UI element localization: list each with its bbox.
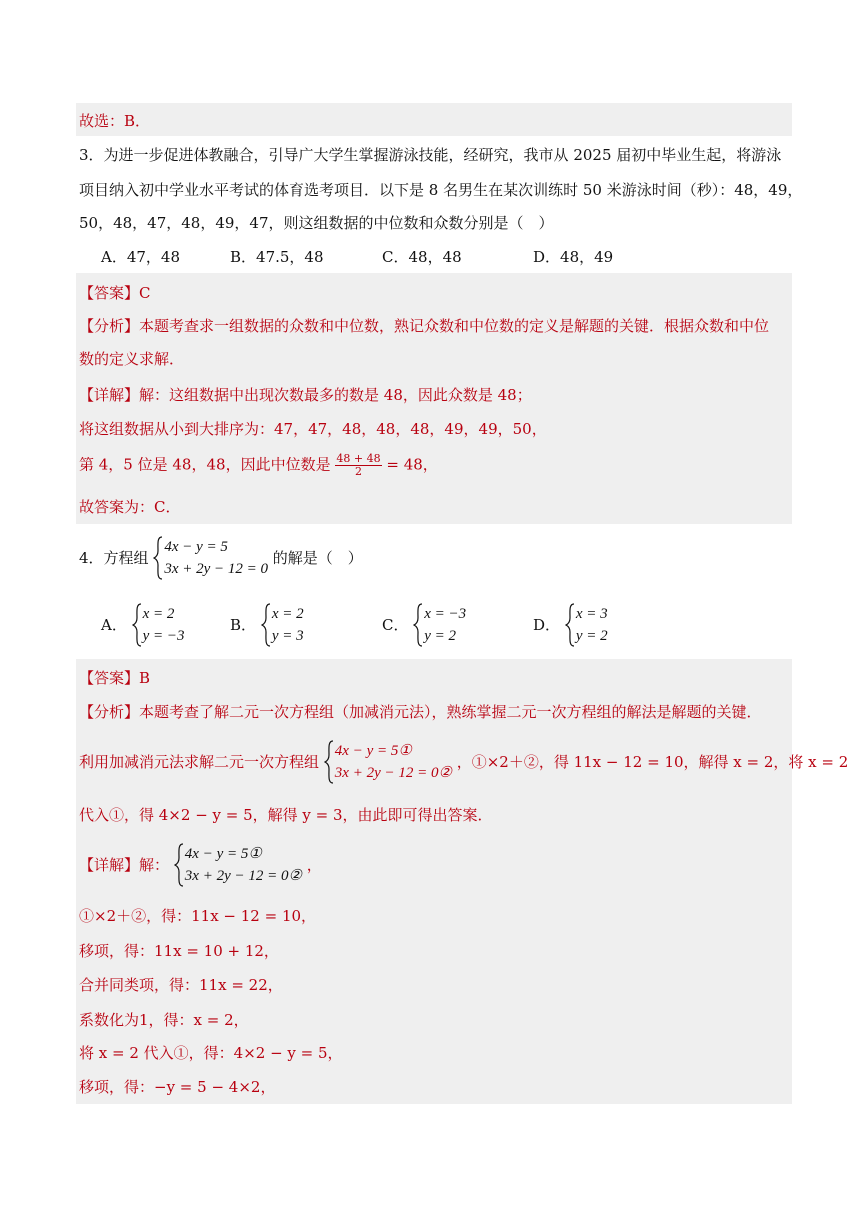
- q4-option-d-row-1: x = 3: [575, 606, 608, 622]
- q4-option-c-label: C．: [382, 616, 409, 634]
- q3-option-a: A．47，48: [101, 248, 181, 266]
- q4-analysis-line-3: 代入①，得 4×2 − y = 5，解得 y = 3，由此即可得出答案．: [79, 806, 493, 824]
- brace-icon: [132, 603, 142, 647]
- q4-step-2: 移项，得：11x = 10 + 12，: [79, 942, 279, 960]
- brace-icon: [413, 603, 423, 647]
- q4-option-a: [101, 603, 185, 647]
- median-fraction-denominator: 2: [354, 465, 362, 478]
- q4-option-d: [533, 603, 608, 647]
- q4-analysis-eq-2: 3x + 2y − 12 = 0②: [334, 765, 452, 781]
- q4-analysis-line-2-tail: ，①×2＋②，得 11x − 12 = 10，解得 x = 2，将 x = 2: [456, 753, 849, 771]
- q3-detail-line-3-text: 第 4，5 位是 48，48，因此中位数是: [79, 455, 331, 474]
- q4-option-c-system: [413, 603, 466, 647]
- q4-option-c-row-1: x = −3: [424, 606, 467, 622]
- q3-detail-line-2: 将这组数据从小到大排序为：47，47，48，48，48，49，49，50，: [79, 420, 547, 438]
- q4-detail-head: [79, 843, 322, 887]
- median-fraction: [335, 453, 381, 478]
- q4-step-4: 系数化为1，得：x = 2，: [79, 1011, 249, 1029]
- q4-detail-system: [174, 843, 302, 887]
- q3-analysis-line-2: 数的定义求解．: [79, 350, 185, 368]
- q4-step-5: 将 x = 2 代入①，得：4×2 − y = 5，: [79, 1044, 343, 1062]
- q4-analysis-line-2-text: 利用加减消元法求解二元一次方程组: [79, 753, 320, 771]
- q4-option-a-row-1: x = 2: [142, 606, 175, 622]
- q3-detail-line-3-result: = 48，: [386, 455, 438, 474]
- brace-icon: [153, 536, 163, 580]
- q4-equation-2: 3x + 2y − 12 = 0: [164, 561, 269, 577]
- brace-icon: [324, 740, 334, 784]
- q3-stem-line-3: 50，48，47，48，49，47，则这组数据的中位数和众数分别是（ ）: [79, 214, 554, 232]
- q3-option-d: D．48，49: [533, 248, 614, 266]
- q4-equation-system: [153, 536, 268, 580]
- brace-icon: [261, 603, 271, 647]
- q4-option-d-row-2: y = 2: [575, 628, 608, 644]
- q4-analysis-line-1: 【分析】本题考查了解二元一次方程组（加减消元法），熟练掌握二元一次方程组的解法是解题的关键．: [79, 703, 762, 721]
- q4-stem-text: 4．方程组: [79, 549, 149, 567]
- brace-icon: [565, 603, 575, 647]
- q4-detail-head-tail: ，: [306, 856, 322, 874]
- q4-step-3: 合并同类项，得：11x = 22，: [79, 976, 283, 994]
- q4-step-6: 移项，得：−y = 5 − 4×2，: [79, 1078, 276, 1096]
- q4-option-b-label: B．: [230, 616, 257, 634]
- q4-analysis-system: [324, 740, 452, 784]
- q3-detail-line-3: [79, 453, 438, 478]
- q4-detail-head-text: 【详解】解：: [79, 856, 170, 874]
- q4-option-b-row-1: x = 2: [271, 606, 304, 622]
- q4-option-d-label: D．: [533, 616, 561, 634]
- prev-answer-box: [76, 103, 792, 136]
- q3-answer: 【答案】C: [79, 284, 151, 302]
- brace-icon: [174, 843, 184, 887]
- q4-option-b-system: [261, 603, 304, 647]
- q4-stem: [79, 536, 363, 580]
- q4-equation-1: 4x − y = 5: [164, 539, 228, 555]
- q3-analysis-line-1: 【分析】本题考查求一组数据的众数和中位数，熟记众数和中位数的定义是解题的关键．根据众数和中位: [79, 317, 770, 335]
- q4-analysis-line-2: [79, 740, 848, 784]
- q4-option-d-system: [565, 603, 608, 647]
- q4-detail-eq-1: 4x − y = 5①: [184, 846, 262, 862]
- q3-option-b: B．47.5，48: [230, 248, 324, 266]
- q4-option-a-row-2: y = −3: [142, 628, 185, 644]
- q4-option-a-system: [132, 603, 185, 647]
- prev-answer-line: 故选：B．: [79, 112, 151, 130]
- q3-conclusion: 故答案为：C．: [79, 498, 181, 516]
- q4-option-c-row-2: y = 2: [424, 628, 457, 644]
- q3-stem-line-1: 3．为进一步促进体教融合，引导广大学生掌握游泳技能，经研究，我市从 2025 届初中毕业生起，将游泳: [79, 146, 782, 164]
- q4-analysis-eq-1: 4x − y = 5①: [334, 743, 412, 759]
- q3-detail-line-1: 【详解】解：这组数据中出现次数最多的数是 48，因此众数是 48；: [79, 386, 532, 404]
- q4-option-b-row-2: y = 3: [271, 628, 304, 644]
- q4-option-c: [382, 603, 466, 647]
- q4-stem-tail: 的解是（ ）: [272, 549, 363, 567]
- q4-option-b: [230, 603, 304, 647]
- q3-stem-line-2: 项目纳入初中学业水平考试的体育选考项目．以下是 8 名男生在某次训练时 50 米游泳时间（秒）：48，49，: [79, 181, 803, 199]
- q4-option-a-label: A．: [101, 616, 127, 634]
- median-fraction-numerator: 48 + 48: [336, 452, 381, 465]
- q4-answer: 【答案】B: [79, 669, 151, 687]
- q4-detail-eq-2: 3x + 2y − 12 = 0②: [184, 868, 302, 884]
- q3-option-c: C．48，48: [382, 248, 462, 266]
- q4-step-1: ①×2＋②，得：11x − 12 = 10，: [79, 907, 317, 925]
